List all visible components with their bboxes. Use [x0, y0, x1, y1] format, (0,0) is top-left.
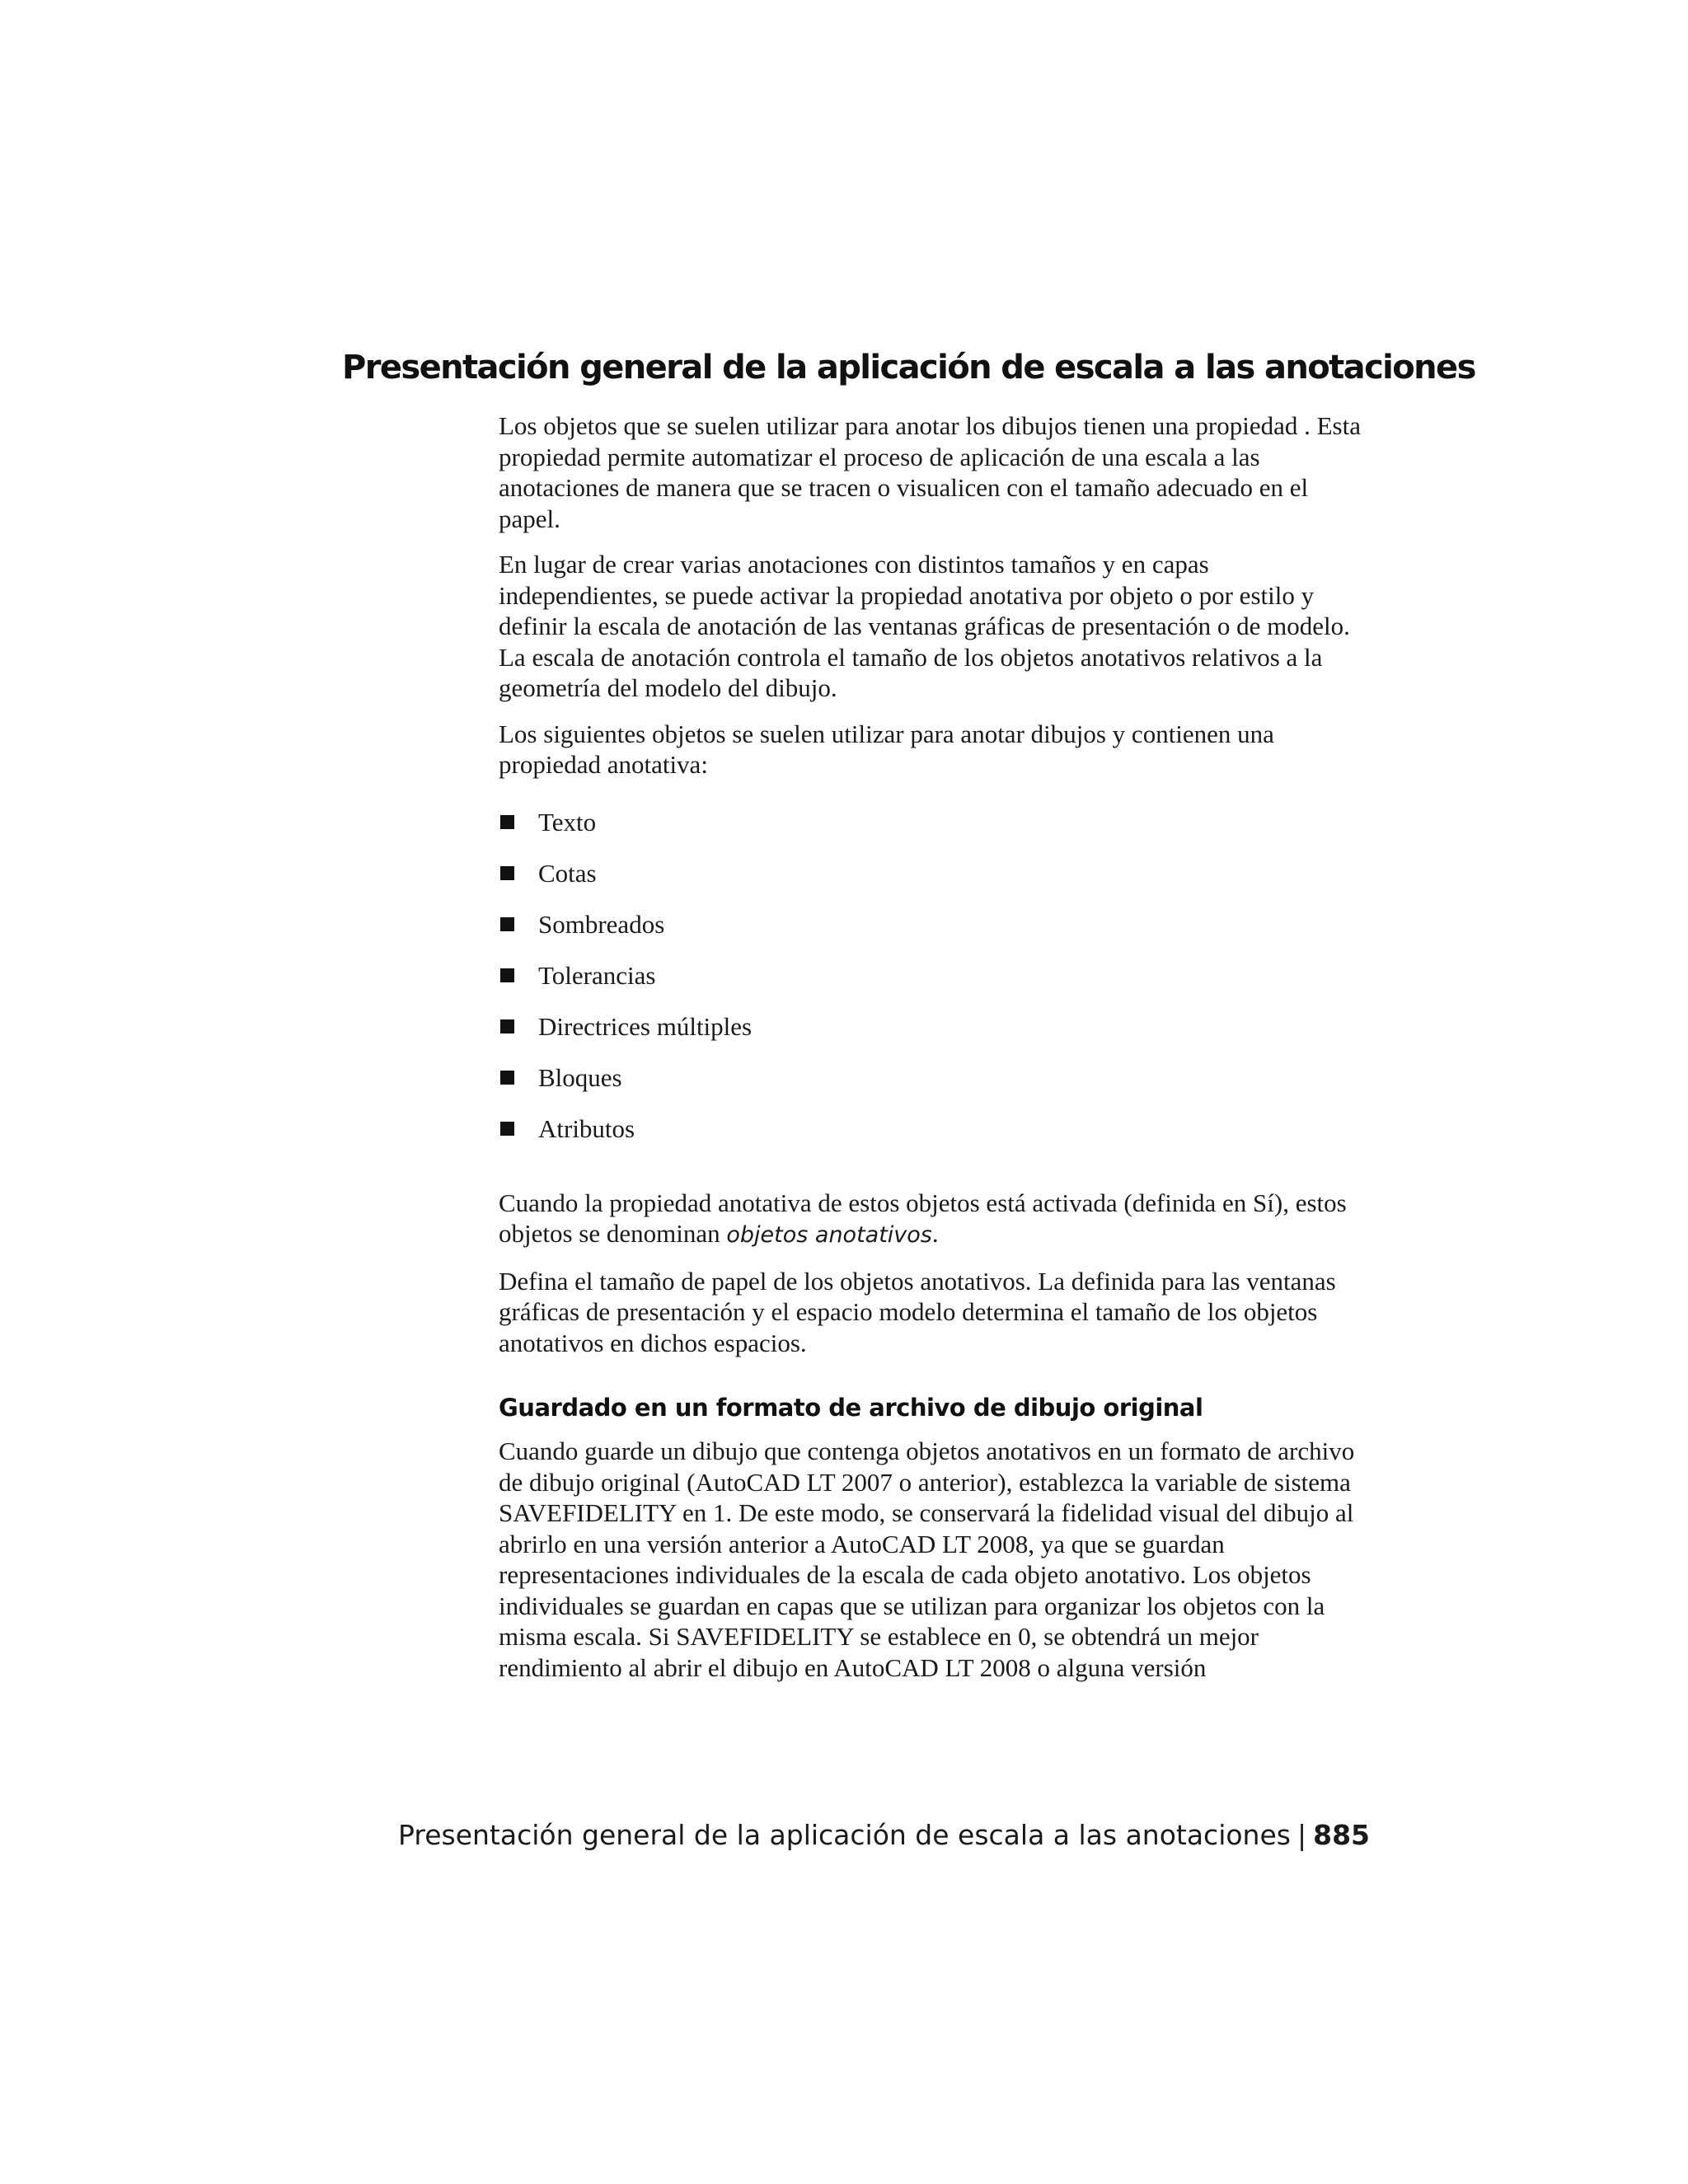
list-item-label: Texto: [538, 807, 597, 837]
paragraph-paper-size: Defina el tamaño de papel de los objetos anotativos. La definida para las ventanas gráficas de presentación y el espacio modelo determina el tamaño de los objetos anotativos en dichos espacios.: [499, 1266, 1336, 1357]
list-item: [499, 1104, 1372, 1155]
body-column: [499, 410, 1372, 1698]
list-item-label: Sombreados: [538, 909, 665, 939]
annotative-objects-list: [499, 797, 1372, 1155]
list-item: [499, 950, 1372, 1001]
square-bullet-icon: [500, 968, 514, 982]
list-item: [499, 1001, 1372, 1052]
page-number: 885: [1313, 1819, 1370, 1851]
list-item: [499, 797, 1372, 848]
list-item-label: Tolerancias: [538, 960, 656, 990]
list-item-label: Bloques: [538, 1062, 622, 1092]
paragraph-annotative-scale: En lugar de crear varias anotaciones con distintos tamaños y en capas independientes, se puede activar la propiedad anotativa por objeto o por estilo y definir la escala de anotación de las ventanas gráficas de presentación o de modelo. La escala de anotación controla el tamaño de los objetos anotativos relativos a la geometría del modelo del dibujo.: [499, 550, 1350, 702]
annotative-objects-term: objetos anotativos: [726, 1222, 932, 1248]
square-bullet-icon: [500, 1019, 514, 1033]
page-footer: [398, 1817, 1370, 1854]
square-bullet-icon: [500, 1122, 514, 1136]
footer-separator: |: [1296, 1819, 1307, 1851]
paragraph-savefidelity: Cuando guarde un dibujo que contenga objetos anotativos en un formato de archivo de dibujo original (AutoCAD LT 2007 o anterior), establezca la variable de sistema SAVEFIDELITY en 1. De este modo, se conservará la fidelidad visual del dibujo al abrirlo en una versión anterior a AutoCAD LT 2008, ya que se guardan representaciones individuales de la escala de cada objeto anotativo. Los objetos individuales se guardan en capas que se utilizan para organizar los objetos con la misma escala. Si SAVEFIDELITY se establece en 0, se obtendrá un mejor rendimiento al abrir el dibujo en AutoCAD LT 2008 o alguna versión: [499, 1436, 1355, 1682]
list-item: [499, 899, 1372, 950]
list-item-label: Atributos: [538, 1113, 635, 1143]
paragraph-end-punctuation: .: [931, 1219, 939, 1248]
square-bullet-icon: [500, 917, 514, 931]
section-subheading: Guardado en un formato de archivo de dibujo original: [499, 1394, 1203, 1422]
paragraph-intro: Los objetos que se suelen utilizar para anotar los dibujos tienen una propiedad . Esta propiedad permite automatizar el proceso de aplicación de una escala a las anotaciones de manera que se tracen o visualicen con el tamaño adecuado en el papel.: [499, 411, 1361, 533]
list-item-label: Directrices múltiples: [538, 1011, 753, 1041]
square-bullet-icon: [500, 815, 514, 829]
list-item: [499, 1052, 1372, 1104]
footer-running-title: Presentación general de la aplicación de escala a las anotaciones: [398, 1819, 1291, 1851]
square-bullet-icon: [500, 1071, 514, 1085]
list-item-label: Cotas: [538, 858, 597, 888]
paragraph-annotative-objects: [499, 1188, 1372, 1251]
annotative-objects-list-wrapper: [499, 797, 1372, 1155]
list-item: [499, 848, 1372, 899]
page-title: Presentación general de la aplicación de escala a las anotaciones: [342, 349, 1475, 387]
paragraph-list-intro: Los siguientes objetos se suelen utilizar para anotar dibujos y contienen una propiedad anotativa:: [499, 719, 1274, 779]
square-bullet-icon: [500, 866, 514, 880]
paragraph-annotative-objects-text: Cuando la propiedad anotativa de estos objetos está activada (definida en Sí), estos objetos se denominan: [499, 1188, 1347, 1248]
